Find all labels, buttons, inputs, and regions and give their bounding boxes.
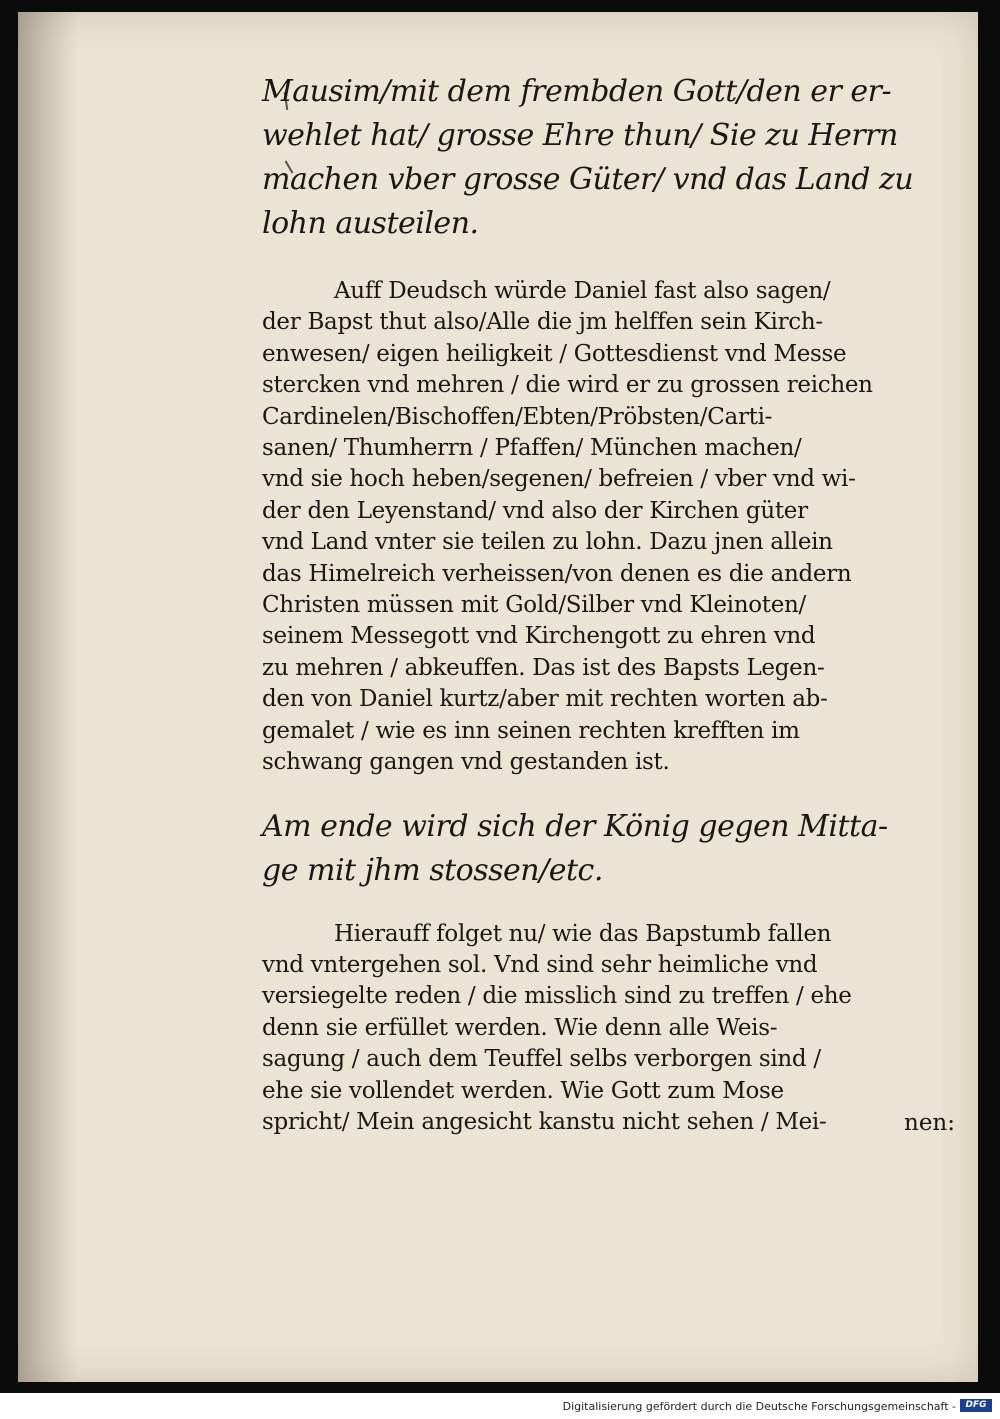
- text-line: Mausim/mit dem frembden Gott/den er er-: [262, 74, 892, 109]
- text-line: der den Leyenstand/ vnd also der Kirchen güter: [262, 497, 808, 524]
- text-line: den von Daniel kurtz/aber mit rechten worten ab-: [262, 686, 828, 713]
- paragraph-commentary-1: [262, 276, 962, 779]
- text-line: gemalet / wie es inn seinen rechten krefften im: [262, 717, 800, 744]
- dfg-logo: DFG: [960, 1399, 992, 1412]
- text-line: Christen müssen mit Gold/Silber vnd Kleinoten/: [262, 592, 807, 619]
- text-line: machen vber grosse Güter/ vnd das Land zu: [262, 162, 914, 197]
- text-line: Auff Deudsch würde Daniel fast also sagen/: [334, 278, 831, 304]
- text-line: stercken vnd mehren / die wird er zu grossen reichen: [262, 372, 873, 399]
- text-line: seinem Messegott vnd Kirchengott zu ehren vnd: [262, 623, 816, 650]
- text-line: schwang gangen vnd gestanden ist.: [262, 749, 670, 776]
- text-line: vnd sie hoch heben/segenen/ befreien / vber vnd wi-: [262, 466, 856, 493]
- text-line: enwesen/ eigen heiligkeit / Gottesdienst vnd Messe: [262, 340, 847, 367]
- text-line: das Himelreich verheissen/von denen es die andern: [262, 560, 852, 587]
- text-line: vnd vntergehen sol. Vnd sind sehr heimliche vnd: [262, 951, 818, 978]
- footer: [0, 1393, 1000, 1419]
- paragraph-commentary-2: [262, 919, 962, 1139]
- text-line: versiegelte reden / die misslich sind zu treffen / ehe: [262, 983, 852, 1010]
- text-line: denn sie erfüllet werden. Wie denn alle Weis-: [262, 1014, 778, 1041]
- text-line: sagung / auch dem Teuffel selbs verborgen sind /: [262, 1046, 821, 1073]
- text-line: zu mehren / abkeuffen. Das ist des Bapsts Legen-: [262, 654, 825, 681]
- text-line: der Bapst thut also/Alle die jm helffen sein Kirch-: [262, 309, 823, 336]
- footer-credit: Digitalisierung gefördert durch die Deutsche Forschungsgemeinschaft -: [562, 1400, 956, 1413]
- text-line: ehe sie vollendet werden. Wie Gott zum Mose: [262, 1077, 784, 1104]
- gutter-shadow: [18, 12, 78, 1382]
- page-text: [262, 70, 962, 1138]
- text-line: lohn austeilen.: [262, 206, 479, 241]
- text-line: ge mit jhm stossen/etc.: [262, 852, 603, 888]
- text-line: sanen/ Thumherrn / Pfaffen/ München machen/: [262, 435, 802, 462]
- text-line: Hierauff folget nu/ wie das Bapstumb fallen: [334, 920, 832, 947]
- text-line: wehlet hat/ grosse Ehre thun/ Sie zu Herrn: [262, 118, 898, 153]
- text-line: spricht/ Mein angesicht kanstu nicht sehen / Mei-: [262, 1108, 827, 1135]
- paragraph-quote-1: [262, 70, 962, 246]
- text-line: Cardinelen/Bischoffen/Ebten/Pröbsten/Carti-: [262, 403, 773, 430]
- text-line: vnd Land vnter sie teilen zu lohn. Dazu jnen allein: [262, 529, 833, 556]
- paragraph-quote-2: [262, 805, 962, 893]
- text-line: Am ende wird sich der König gegen Mitta-: [262, 808, 888, 844]
- catchword: nen:: [904, 1110, 955, 1136]
